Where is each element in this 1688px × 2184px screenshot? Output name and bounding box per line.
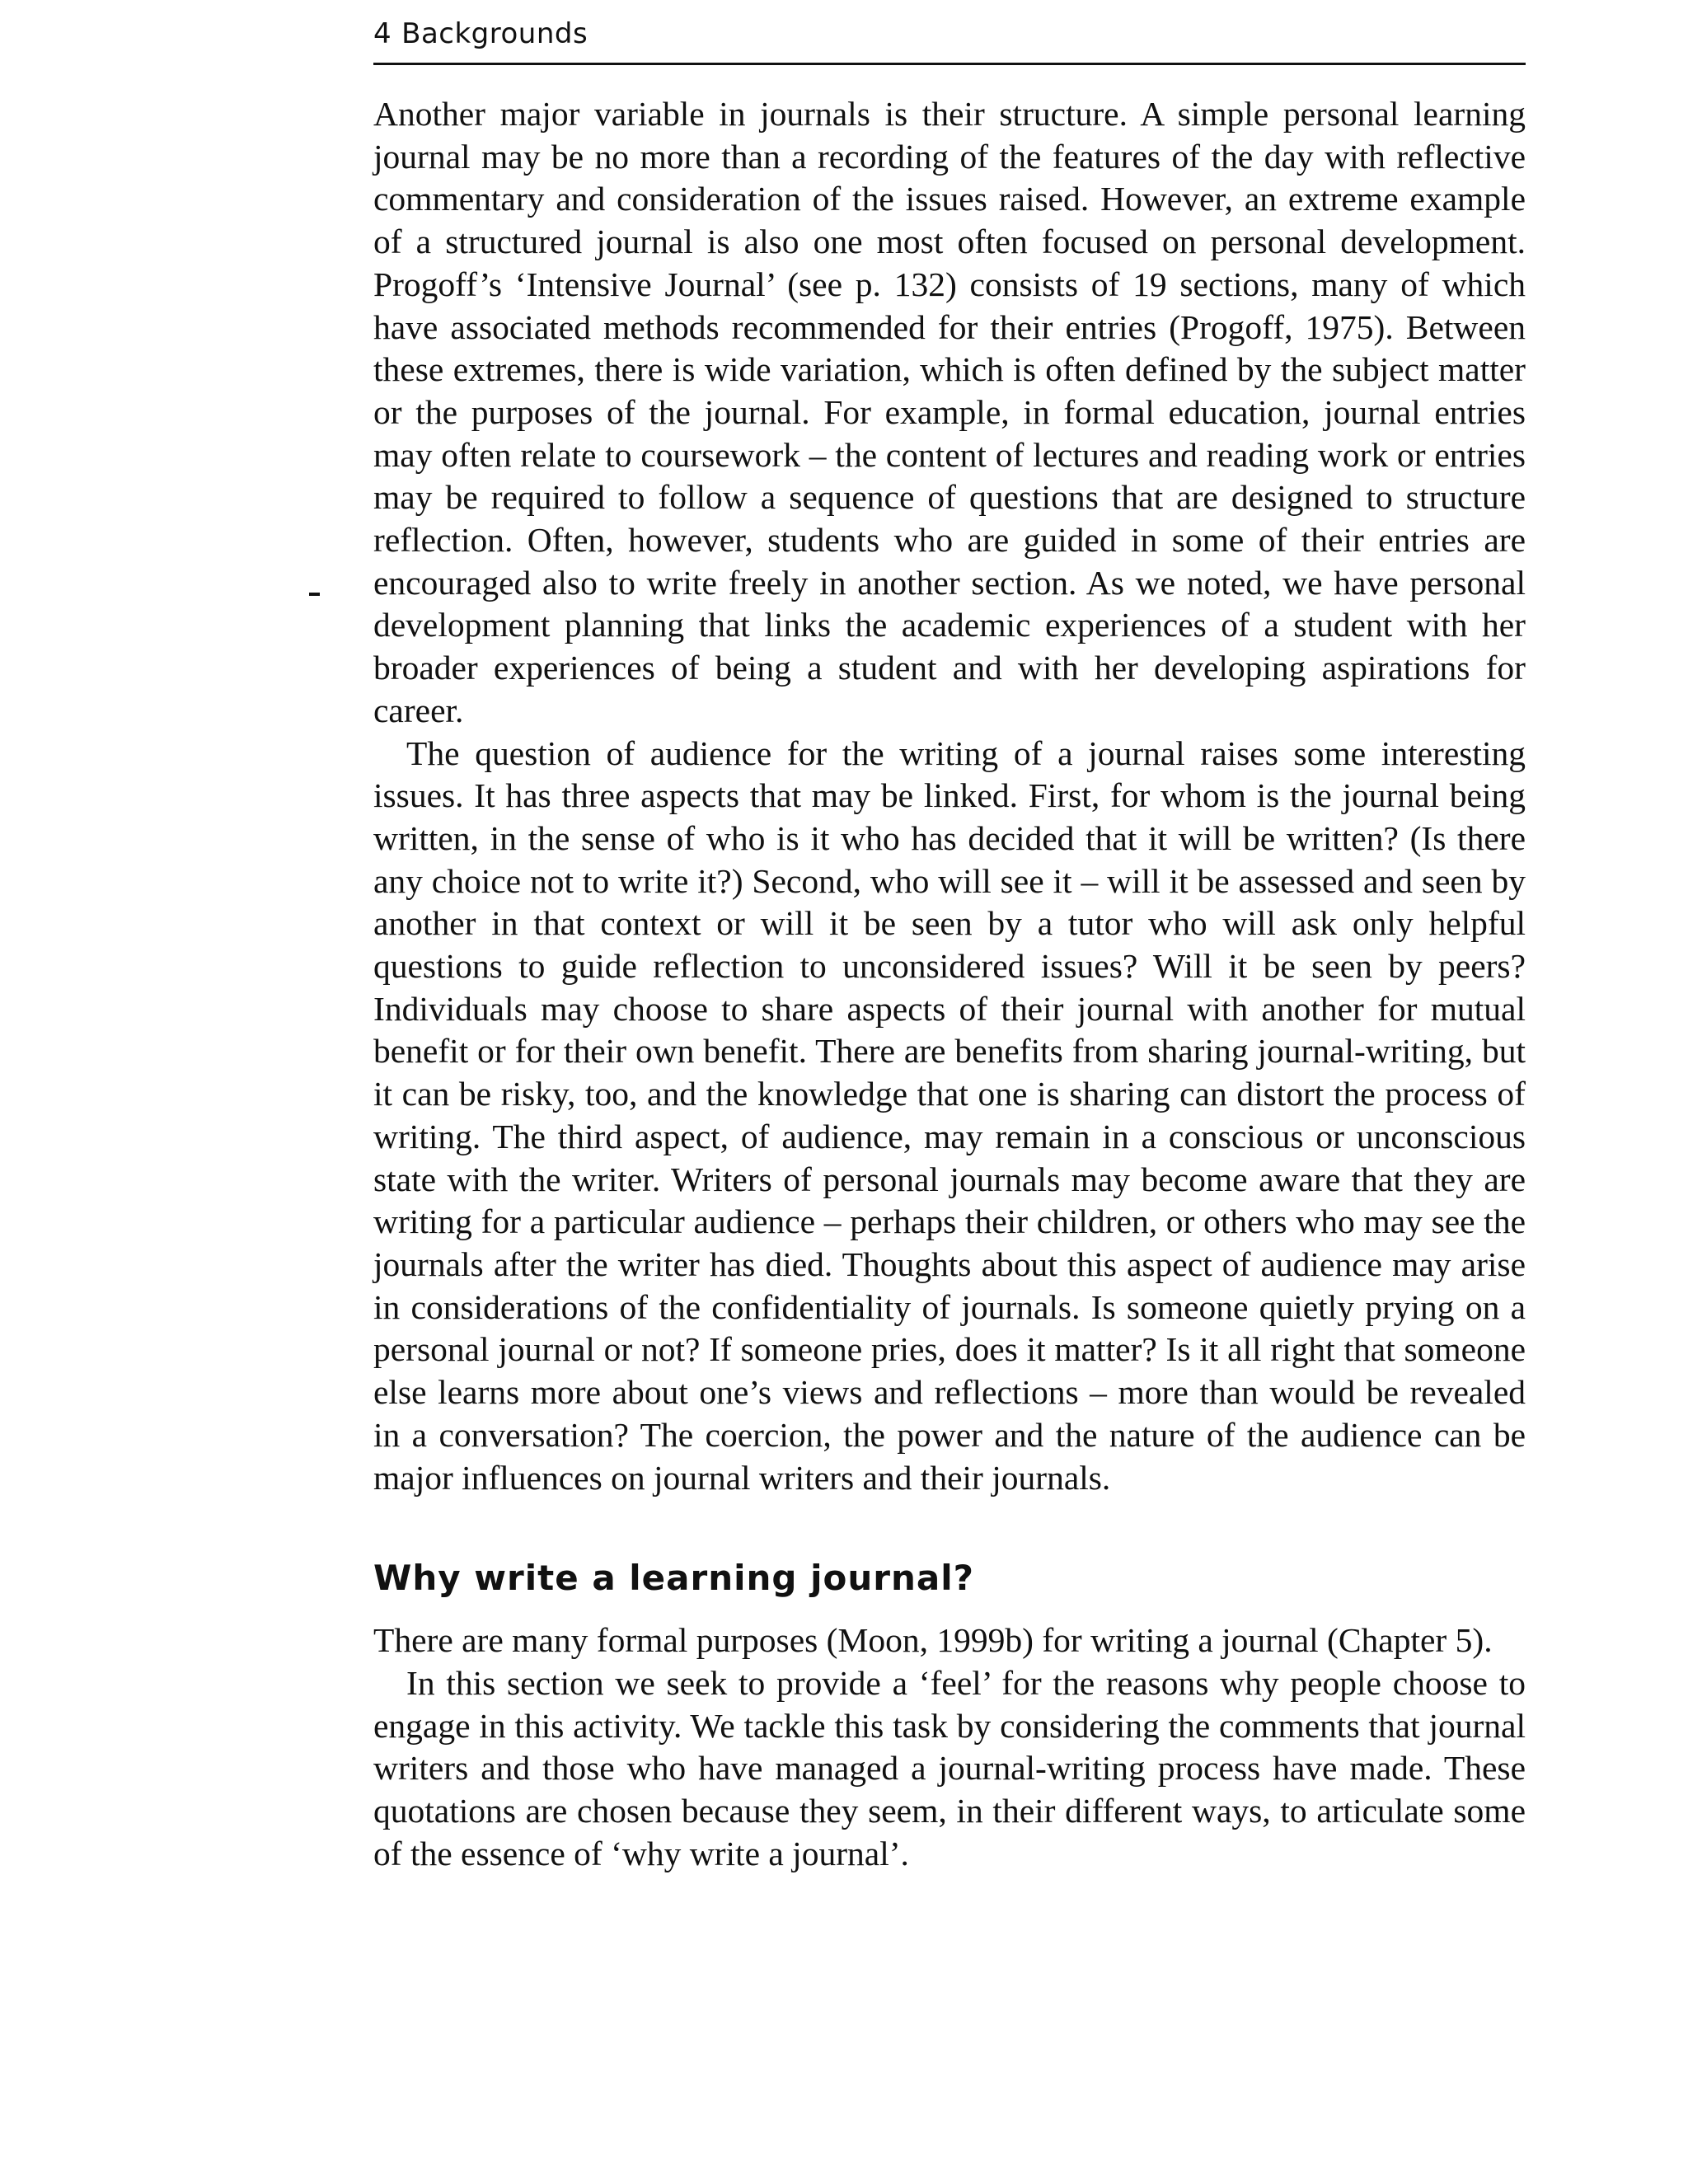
paragraph-audience: The question of audience for the writing of a journal raises some interesting issues. It has three aspects that may be linked. First, for whom is the journal being written, in the sense of who is it who has decided that it will be written? (Is there any choice not to write it?) Second, who will see it – will it be assessed and seen by another in that context or will it be seen by a tutor who will ask only helpful questions to guide reflection to unconsidered issues? Will it be seen by peers? Individuals may choose to share aspects of their journal with another for mutual benefit or for their own benefit. There are benefits from sharing journal-writing, but it can be risky, too, and the knowledge that one is sharing can distort the process of writing. The third aspect, of audience, may remain in a conscious or unconscious state with the writer. Writers of personal journals may become aware that they are writing for a particular audience – perhaps their children, or others who may see the journals after the writer has died. Thoughts about this aspect of audience may arise in considerations of the confidentiality of journals. Is someone quietly prying on a personal journal or not? If someone pries, does it matter? Is it all right that someone else learns more about one’s views and reflections – more than would be revealed in a conversation? The coercion, the power and the nature of the audience can be major influences on journal writers and their journals. (373, 733, 1526, 1497)
running-head (373, 10, 1526, 65)
running-title: Backgrounds (401, 17, 588, 50)
body-text (373, 93, 1526, 1875)
paragraph-section-intro: In this section we seek to provide a ‘feel’ for the reasons why people choose to engage in this activity. We tackle this task by considering the comments that journal writers and those who have managed a journal-writing process have made. These quotations are chosen because they seem, in their different ways, to articulate some of the essence of ‘why write a journal’. (373, 1663, 1526, 1872)
margin-mark (309, 593, 320, 596)
paragraph-formal-purposes: There are many formal purposes (Moon, 1999b) for writing a journal (Chapter 5). (373, 1621, 1493, 1660)
paragraph-journal-structure: Another major variable in journals is their structure. A simple personal learning journal may be no more than a recording of the features of the day with reflective commentary and consideration of the issues raised. However, an extreme example of a structured journal is also one most often focused on personal development. Progoff’s ‘Intensive Journal’ (see p. 132) consists of 19 sections, many of which have associated methods recommended for their entries (Progoff, 1975). Between these extremes, there is wide variation, which is often defined by the subject matter or the purposes of the journal. For example, in formal education, journal entries may often relate to coursework – the content of lectures and reading work or entries may be required to follow a sequence of questions that are designed to structure reflection. Often, however, students who are guided in some of their entries are encouraged also to write freely in another section. As we noted, we have personal development planning that links the academic experiences of a student with her broader experiences of being a student and with her developing aspirations for career. (373, 95, 1526, 729)
section-heading: Why write a learning journal? (373, 1558, 974, 1599)
page-number: 4 (373, 17, 392, 50)
